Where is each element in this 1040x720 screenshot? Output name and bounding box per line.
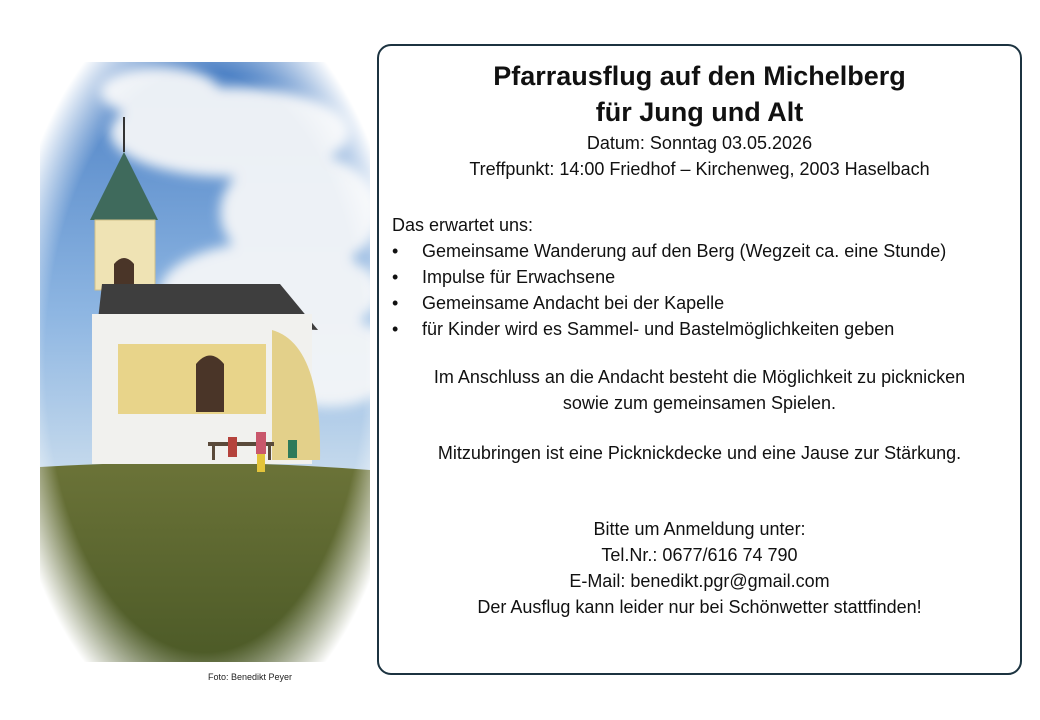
list-item xyxy=(392,290,1020,316)
list-item-text: Gemeinsame Wanderung auf den Berg (Wegzeit ca. eine Stunde) xyxy=(422,241,947,261)
bullet-icon: • xyxy=(392,319,399,339)
phone-number: Tel.Nr.: 0677/616 74 790 xyxy=(601,545,798,565)
email-address: E-Mail: benedikt.pgr@gmail.com xyxy=(569,571,830,591)
chapel-photo-image xyxy=(40,62,370,662)
list-item-text: für Kinder wird es Sammel- und Bastelmöglichkeiten geben xyxy=(422,319,895,339)
list-item xyxy=(392,316,1020,342)
program-intro: Das erwartet uns: xyxy=(392,215,534,235)
title-line-2: für Jung und Alt xyxy=(595,97,804,127)
bullet-icon: • xyxy=(392,241,399,261)
photo-credit: Foto: Benedikt Peyer xyxy=(208,672,293,682)
picnic-line-2: sowie zum gemeinsamen Spielen. xyxy=(562,393,837,413)
list-item-text: Impulse für Erwachsene xyxy=(422,267,616,287)
title-line-1: Pfarrausflug auf den Michelberg xyxy=(493,61,906,91)
bullet-icon: • xyxy=(392,293,399,313)
program-list xyxy=(379,238,1020,342)
list-item xyxy=(392,238,1020,264)
info-card xyxy=(377,44,1022,675)
list-item xyxy=(392,264,1020,290)
bring-paragraph: Mitzubringen ist eine Picknickdecke und eine Jause zur Stärkung. xyxy=(437,443,962,463)
picnic-paragraph xyxy=(379,364,1020,416)
picnic-line-1: Im Anschluss an die Andacht besteht die Möglichkeit zu picknicken xyxy=(433,367,966,387)
bullet-icon: • xyxy=(392,267,399,287)
chapel-photo xyxy=(40,62,370,662)
event-date: Datum: Sonntag 03.05.2026 xyxy=(586,133,813,153)
weather-note: Der Ausflug kann leider nur bei Schönwetter stattfinden! xyxy=(477,597,922,617)
list-item-text: Gemeinsame Andacht bei der Kapelle xyxy=(422,293,725,313)
event-title xyxy=(379,58,1020,130)
meeting-point: Treffpunkt: 14:00 Friedhof – Kirchenweg, 2003 Haselbach xyxy=(469,159,930,179)
signup-text: Bitte um Anmeldung unter: xyxy=(593,519,806,539)
contact-block xyxy=(379,516,1020,620)
